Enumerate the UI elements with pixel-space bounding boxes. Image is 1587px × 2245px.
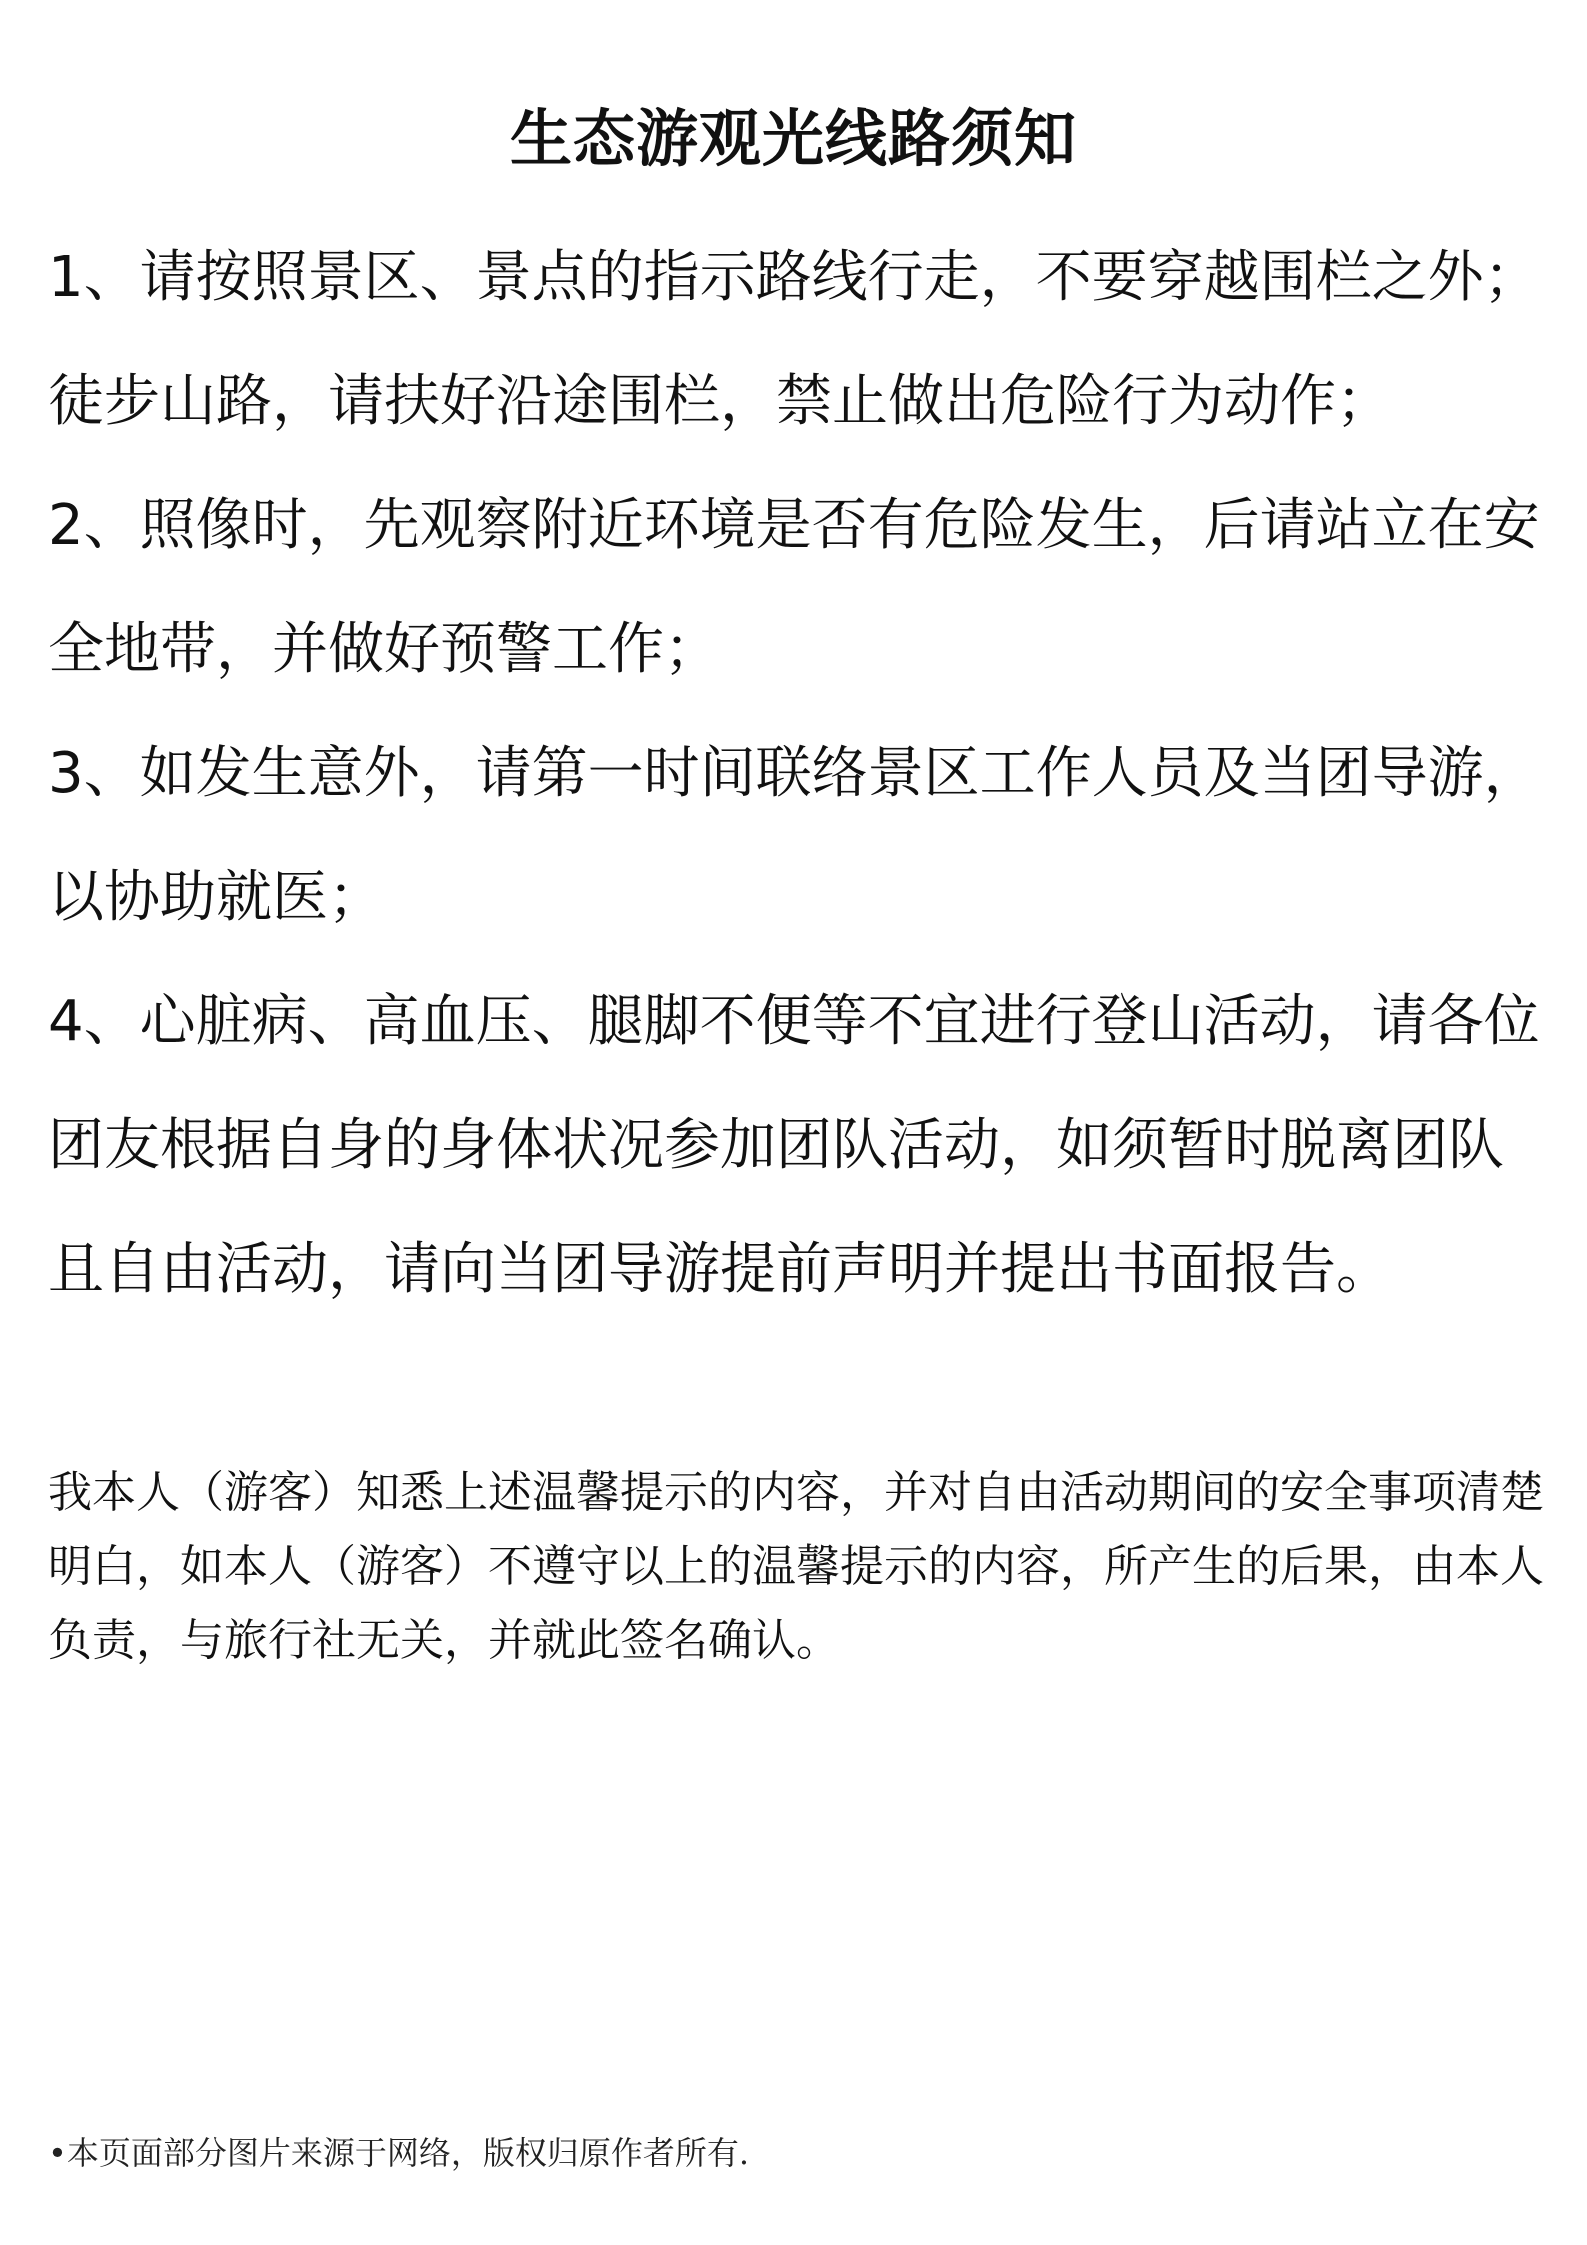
rule-4: 4、心脏病、高血压、腿脚不便等不宜进行登山活动，请各位团友根据自身的身体状况参加团队活动，如须暂时脱离团队且自由活动，请向当团导游提前声明并提出书面报告。 [48, 989, 1540, 1302]
rule-1: 1、请按照景区、景点的指示路线行走，不要穿越围栏之外；徒步山路，请扶好沿途围栏，禁止做出危险行为动作； [48, 245, 1540, 434]
rule-3: 3、如发生意外，请第一时间联络景区工作人员及当团导游，以协助就医； [48, 741, 1540, 930]
visitor-declaration: 我本人（游客）知悉上述温馨提示的内容，并对自由活动期间的安全事项清楚明白，如本人（游客）不遵守以上的温馨提示的内容，所产生的后果，由本人负责，与旅行社无关，并就此签名确认。 [48, 1467, 1544, 1666]
document-title: 生态游观光线路须知 [509, 102, 1077, 175]
copyright-footnote: •本页面部分图片来源于网络，版权归原作者所有. [48, 2134, 750, 2172]
rule-2: 2、照像时，先观察附近环境是否有危险发生，后请站立在安全地带，并做好预警工作； [48, 493, 1540, 682]
rules-list [48, 216, 1548, 1332]
